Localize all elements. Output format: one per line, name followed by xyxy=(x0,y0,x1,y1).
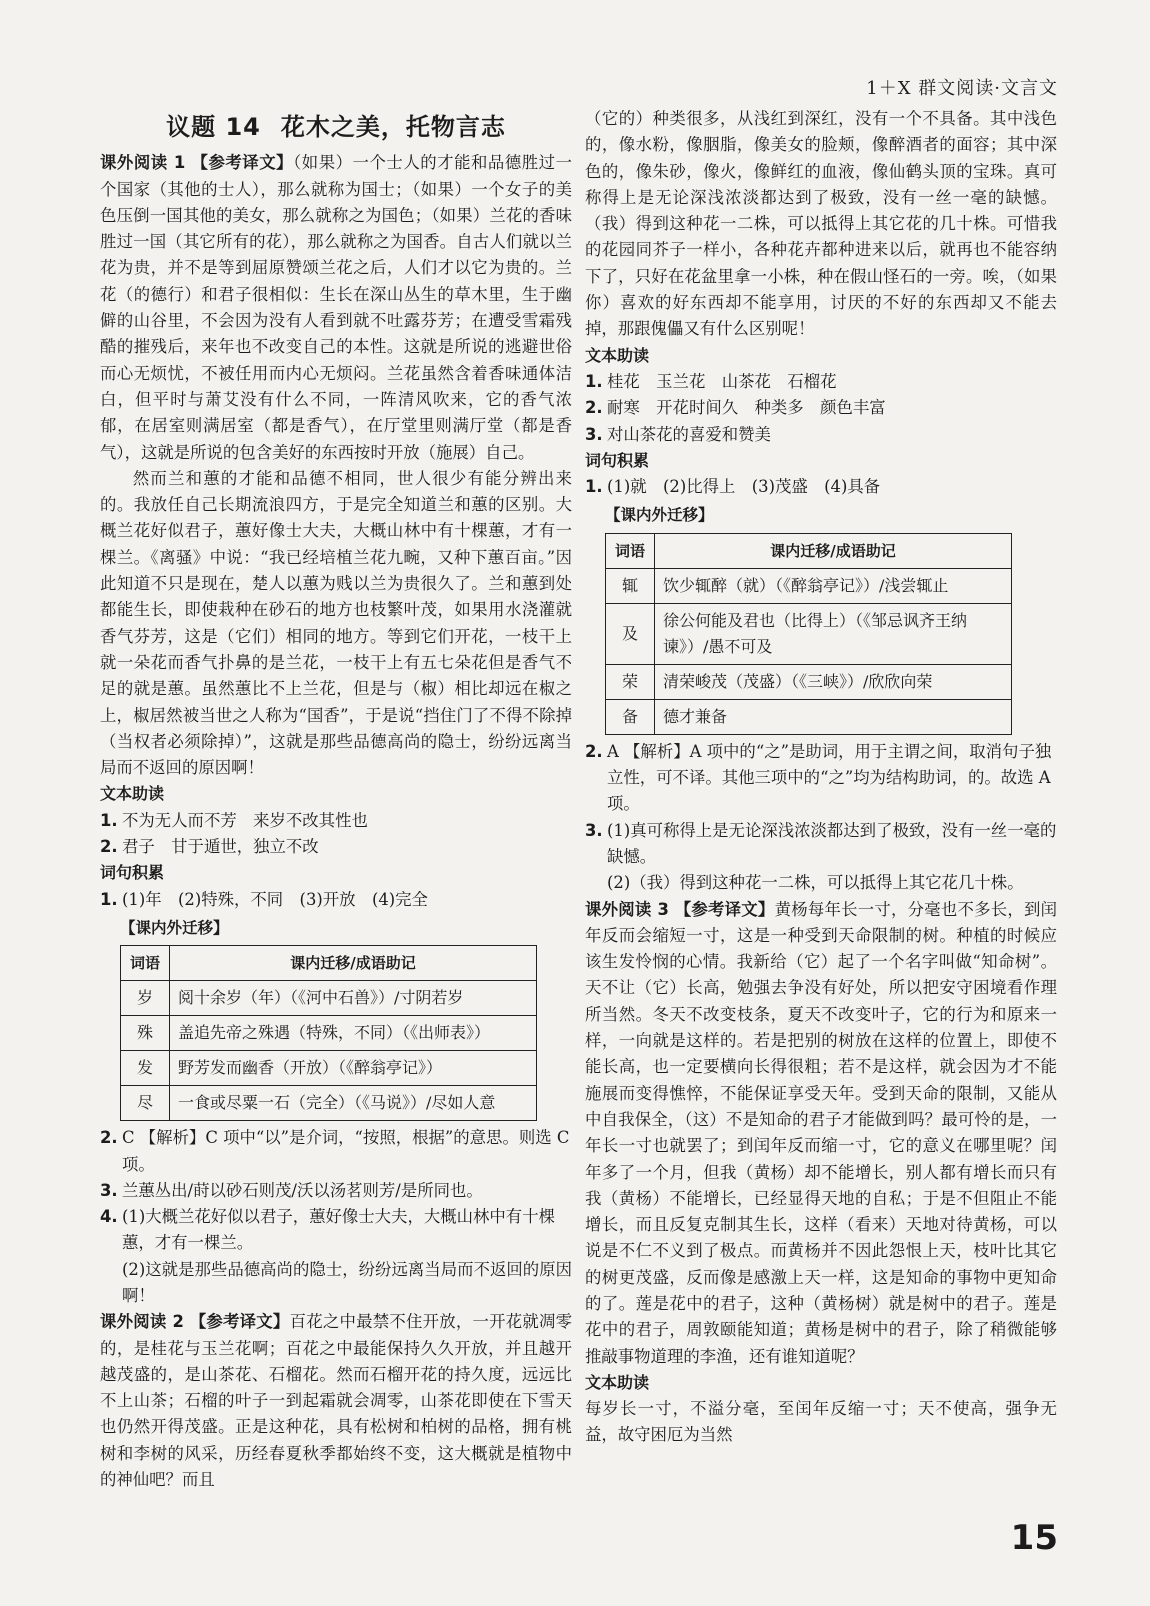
table-row: 尽 一食或尽粟一石（完全）（《马说》）/尽如人意 xyxy=(121,1086,537,1121)
table-header: 词语 xyxy=(121,946,170,981)
table-row: 岁 阅十余岁（年）（《河中石兽》）/寸阴若岁 xyxy=(121,981,537,1016)
list-item: 4. (1)大概兰花好似以君子，蕙好像士大夫，大概山林中有十棵蕙，才有一棵兰。 xyxy=(100,1207,555,1253)
transfer-table xyxy=(120,945,537,1121)
list-item: 1. 桂花 玉兰花 山茶花 石榴花 xyxy=(585,371,837,391)
table-header: 课内迁移/成语助记 xyxy=(655,533,1012,568)
page-number: 15 xyxy=(1010,1518,1058,1558)
reading2-heading: 课外阅读 2 【参考译文】 xyxy=(100,1312,290,1332)
list-item: 3. 对山茶花的喜爱和赞美 xyxy=(585,424,771,444)
text-aid-list xyxy=(100,808,572,861)
table-row: 及 徐公何能及君也（比得上）（《邹忌讽齐王纳谏》）/愚不可及 xyxy=(606,603,1012,664)
text-aid-answer: 每岁长一寸，不溢分毫，至闰年反缩一寸；天不使高，强争无益，故守困厄为当然 xyxy=(585,1399,1057,1445)
reading3-translation: 课外阅读 3 【参考译文】黄杨每年长一寸，分毫也不多长，到闰年反而会缩短一寸，这是一种受到天命限制的树。种植的时候应该生发怜悯的心情。我新给（它）起了一个名字叫做“知命树”。天不让（它）长高，勉强去争没有好处，所以把安守困境看作理所当然。冬天不改变枝条，夏天不改变叶子，它的行为和原来一样，一向就是这样的。若是把别的树放在这样的位置上，即使不能长高，也一定要横向长得很粗；若不是这样，就会因为才不能施展而变得憔悴，不能保证享受天年。受到天命的限制，又能从中自我保全，（这）不是知命的君子才能做到吗？最可怜的是，一年长一寸也就罢了；到闰年反而缩一寸，它的意义在哪里呢？闰年多了一个月，但我（黄杨）却不能增长，别人都有增长而只有我（黄杨）不能增长，已经显得天地的自私；于是不但阻止不能增长，而且反复克制其生长，这样（看来）天地对待黄杨，可以说是不仁不义到了极点。而黄杨并不因此怨恨上天，枝叶比其它的树更茂盛，反而像是感激上天一样，这是知命的事物中更知命的了。莲是花中的君子，这种（黄杨树）就是树中的君子。莲是花中的君子，周敦颐能知道；黄杨是树中的君子，除了稍微能够推敲事物道理的李渔，还有谁知道呢？ xyxy=(585,899,1057,1366)
reading2-translation: 课外阅读 2 【参考译文】百花之中最禁不住开放，一开花就凋零的，是桂花与玉兰花啊；百花之中最能保持久久开放，并且越开越茂盛的，是山茶花、石榴花。然而石榴开花的持久度，远远比不上山茶；石榴的叶子一到起霜就会凋零，山茶花即使在下雪天也仍然开得茂盛。正是这种花，具有松树和柏树的品格，拥有桃树和李树的风采，历经春夏秋季都始终不变，这大概就是植物中的神仙吧？而且 xyxy=(100,1312,572,1490)
transfer-table xyxy=(605,533,1012,735)
vocab-list xyxy=(100,887,572,913)
list-item: 3. (1)真可称得上是无论深浅浓淡都达到了极致，没有一丝一毫的缺憾。 xyxy=(585,820,1057,866)
text-aid-heading: 文本助读 xyxy=(585,1372,650,1392)
reading1-paragraph2: 然而兰和蕙的才能和品德不相同，世人很少有能分辨出来的。我放任自己长期流浪四方，于是完全知道兰和蕙的区别。大概兰花好似君子，蕙好像士大夫，大概山林中有十棵蕙，才有一棵兰。《离骚》中说：“我已经培植兰花九畹，又种下蕙百亩。”因此知道不只是现在，楚人以蕙为贱以兰为贵很久了。兰和蕙到处都能生长，即使栽种在砂石的地方也枝繁叶茂，如果用水浇灌就香气芬芳，这是（它们）相同的地方。等到它们开花，一枝干上就一朵花而香气扑鼻的是兰花，一枝干上有五七朵花但是香气不足的就是蕙。虽然蕙比不上兰花，但是与（椒）相比却远在椒之上，椒居然被当世之人称为“国香”，于是说“挡住门了不得不除掉（当权者必须除掉）”，这就是那些品德高尚的隐士，纷纷远离当局而不返回的原因啊！ xyxy=(100,468,572,778)
reading1-heading: 课外阅读 1 【参考译文】 xyxy=(100,153,294,173)
table-row: 辄 饮少辄醉（就）（《醉翁亭记》）/浅尝辄止 xyxy=(606,568,1012,603)
reading3-heading: 课外阅读 3 【参考译文】 xyxy=(585,899,775,919)
text-aid-heading: 文本助读 xyxy=(585,345,650,365)
list-item: 2. C 【解析】C 项中“以”是介词，“按照，根据”的意思。则选 C 项。 xyxy=(100,1128,570,1174)
list-item: 2. A 【解析】A 项中的“之”是助词，用于主谓之间，取消句子独立性，可不译。其他三项中的“之”均为结构助词，的。故选 A 项。 xyxy=(585,741,1052,814)
running-header: 1＋X 群文阅读·文言文 xyxy=(866,78,1058,99)
text-aid-list xyxy=(585,369,1057,448)
topic-number: 议题 14 xyxy=(166,113,261,141)
list-item: 2. 君子 甘于遁世，独立不改 xyxy=(100,837,319,857)
page-title xyxy=(100,114,572,140)
transfer-table-title: 【课内外迁移】 xyxy=(120,918,229,937)
right-column xyxy=(585,106,1057,1449)
topic-name: 花木之美，托物言志 xyxy=(280,113,506,141)
list-item: 1. (1)就 (2)比得上 (3)茂盛 (4)具备 xyxy=(585,477,881,497)
table-row: 荣 清荣峻茂（茂盛）（《三峡》）/欣欣向荣 xyxy=(606,664,1012,699)
answer-list xyxy=(585,739,1057,870)
left-column xyxy=(100,106,572,1493)
vocab-list xyxy=(585,474,1057,500)
table-header: 词语 xyxy=(606,533,655,568)
list-item: 1. 不为无人而不芳 来岁不改其性也 xyxy=(100,810,368,830)
vocab-heading: 词句积累 xyxy=(585,450,650,470)
table-row: 殊 盖追先帝之殊遇（特殊，不同）（《出师表》） xyxy=(121,1016,537,1051)
answer-list xyxy=(100,1125,572,1256)
text-aid-heading: 文本助读 xyxy=(100,784,165,804)
answer-4-part2: (2)这就是那些品德高尚的隐士，纷纷远离当局而不返回的原因啊！ xyxy=(122,1259,572,1305)
list-item: 2. 耐寒 开花时间久 种类多 颜色丰富 xyxy=(585,398,886,418)
answer-3-part2: (2)（我）得到这种花一二株，可以抵得上其它花几十株。 xyxy=(607,873,1024,893)
list-item: 1. (1)年 (2)特殊，不同 (3)开放 (4)完全 xyxy=(100,889,428,909)
list-item: 3. 兰蕙丛出/莳以砂石则茂/沃以汤茗则芳/是所同也。 xyxy=(100,1180,483,1200)
table-header: 课内迁移/成语助记 xyxy=(170,946,537,981)
transfer-table-title: 【课内外迁移】 xyxy=(605,506,714,525)
vocab-heading: 词句积累 xyxy=(100,863,165,883)
table-row: 发 野芳发而幽香（开放）（《醉翁亭记》） xyxy=(121,1051,537,1086)
reading2-continued: （它的）种类很多，从浅红到深红，没有一个不具备。其中浅色的，像水粉，像胭脂，像美女的脸颊，像醉酒者的面容；其中深色的，像朱砂，像火，像鲜红的血液，像仙鹤头顶的宝珠。真可称得上是无论深浅浓淡都达到了极致，没有一丝一毫的缺憾。（我）得到这种花一二株，可以抵得上其它花的几十株。可惜我的花园同芥子一样小，各种花卉都种进来以后，就再也不能容纳下了，只好在花盆里拿一小株，种在假山怪石的一旁。唉，（如果你）喜欢的好东西却不能享用，讨厌的不好的东西却又不能去掉，那跟傀儡又有什么区别呢！ xyxy=(585,109,1057,339)
reading1-translation: 课外阅读 1 【参考译文】（如果）一个士人的才能和品德胜过一个国家（其他的士人），那么就称为国士；（如果）一个女子的美色压倒一国其他的美女，那么就称之为国色；（如果）兰花的香味胜过一国（其它所有的花），那么就称之为国香。自古人们就以兰花为贵，并不是等到屈原赞颂兰花之后，人们才以它为贵的。兰花（的德行）和君子很相似：生长在深山丛生的草木里，生于幽僻的山谷里，不会因为没有人看到就不吐露芬芳；在遭受雪霜残酷的摧残后，来年也不改变自己的本性。这就是所说的逃避世俗而心无烦忧，不被任用而内心无烦闷。兰花虽然含着香味通体洁白，但平时与萧艾没有什么不同，一阵清风吹来，它的香气浓郁，在居室则满居室（都是香气），在厅堂里则满厅堂（都是香气），这就是所说的包含美好的东西按时开放（施展）自己。 xyxy=(100,153,572,462)
table-row: 备 德才兼备 xyxy=(606,699,1012,734)
